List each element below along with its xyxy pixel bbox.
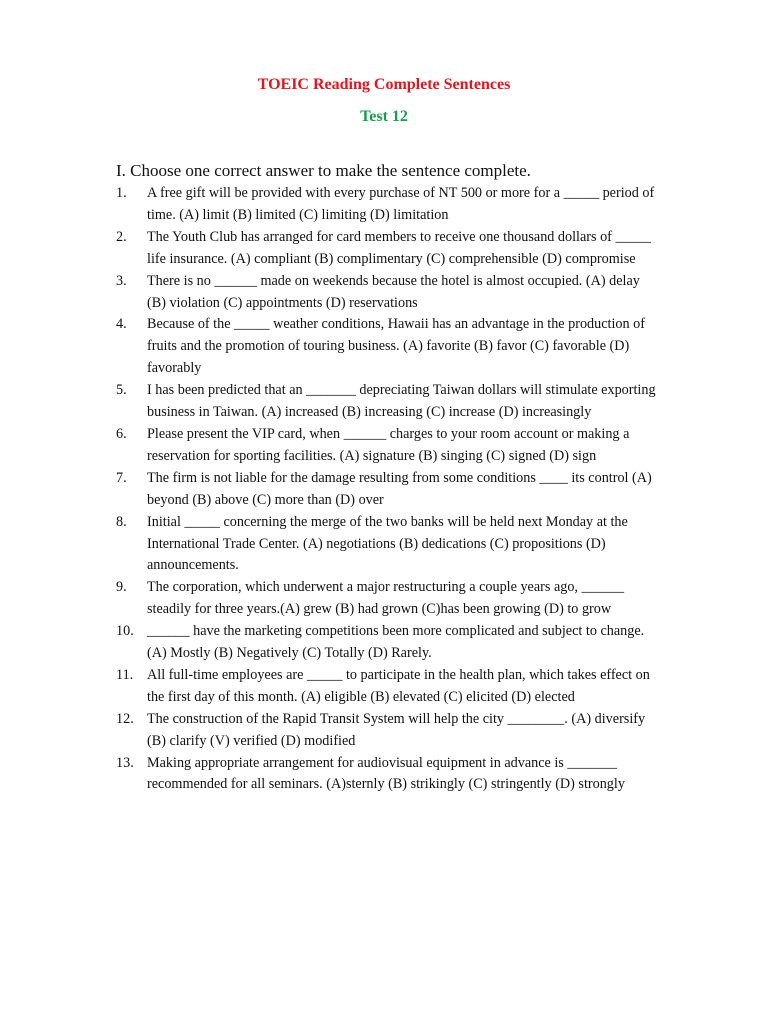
question-text: The construction of the Rapid Transit System will help the city ________. (A) diversify (B) clarify (V) verified (D) modified: [147, 710, 646, 749]
question-item: [116, 183, 656, 227]
question-item: [116, 380, 656, 424]
question-text: Please present the VIP card, when ______ charges to your room account or making a reservation for sporting facilities. (A) signature (B) singing (C) signed (D) sign: [147, 425, 630, 464]
question-text: A free gift will be provided with every purchase of NT 500 or more for a _____ period of time. (A) limit (B) limited (C) limiting (D) limitation: [147, 185, 655, 223]
question-text: The corporation, which underwent a major restructuring a couple years ago, ______ steadily for three years.(A) grew (B) had grown (C)has been growing (D) to grow: [147, 579, 625, 618]
question-text: There is no ______ made on weekends because the hotel is almost occupied. (A) delay (B) violation (C) appointments (D) reservations: [147, 272, 640, 311]
question-item: [116, 468, 656, 512]
question-item: [116, 314, 656, 380]
question-item: [116, 424, 656, 468]
question-text: The firm is not liable for the damage resulting from some conditions ____ its control (A) beyond (B) above (C) more than (D) over: [147, 469, 652, 508]
question-number: 13.: [116, 754, 134, 771]
section-instruction: I. Choose one correct answer to make the sentence complete.: [116, 161, 531, 180]
question-item: [116, 753, 656, 797]
document-title: TOEIC Reading Complete Sentences: [257, 76, 511, 93]
question-text: The Youth Club has arranged for card members to receive one thousand dollars of _____ life insurance. (A) compliant (B) complimentary (C) comprehensible (D) compromise: [147, 228, 651, 267]
question-text: I has been predicted that an _______ depreciating Taiwan dollars will stimulate exporting business in Taiwan. (A) increased (B) increasing (C) increase (D) increasingly: [147, 382, 656, 421]
question-text: ______ have the marketing competitions been more complicated and subject to change. (A) Mostly (B) Negatively (C) Totally (D) Rarely.: [147, 623, 645, 662]
question-list: [116, 183, 656, 796]
question-number: 5.: [116, 382, 127, 399]
question-number: 3.: [116, 272, 127, 289]
question-number: 12.: [116, 710, 134, 727]
question-item: [116, 621, 656, 665]
question-item: [116, 577, 656, 621]
question-number: 10.: [116, 623, 134, 640]
question-number: 6.: [116, 425, 127, 442]
question-number: 11.: [116, 666, 134, 683]
question-number: 9.: [116, 579, 127, 596]
question-number: 7.: [116, 469, 127, 486]
question-text: Making appropriate arrangement for audiovisual equipment in advance is _______ recommended for all seminars. (A)sternly (B) strikingly (C) stringently (D) strongly: [147, 754, 625, 793]
question-item: [116, 271, 656, 315]
question-item: [116, 512, 656, 578]
question-item: [116, 709, 656, 753]
question-item: [116, 665, 656, 709]
question-text: Because of the _____ weather conditions, Hawaii has an advantage in the production of fruits and the promotion of touring business. (A) favorite (B) favor (C) favorable (D) favorably: [147, 316, 645, 377]
question-number: 2.: [116, 228, 127, 245]
question-text: Initial _____ concerning the merge of the two banks will be held next Monday at the International Trade Center. (A) negotiations (B) dedications (C) propositions (D) announcements.: [147, 513, 628, 574]
question-number: 8.: [116, 513, 127, 530]
test-number: Test 12: [360, 108, 408, 125]
question-text: All full-time employees are _____ to participate in the health plan, which takes effect on the first day of this month. (A) eligible (B) elevated (C) elicited (D) elected: [147, 666, 650, 705]
question-number: 1.: [116, 185, 127, 201]
question-item: [116, 227, 656, 271]
question-number: 4.: [116, 316, 127, 333]
